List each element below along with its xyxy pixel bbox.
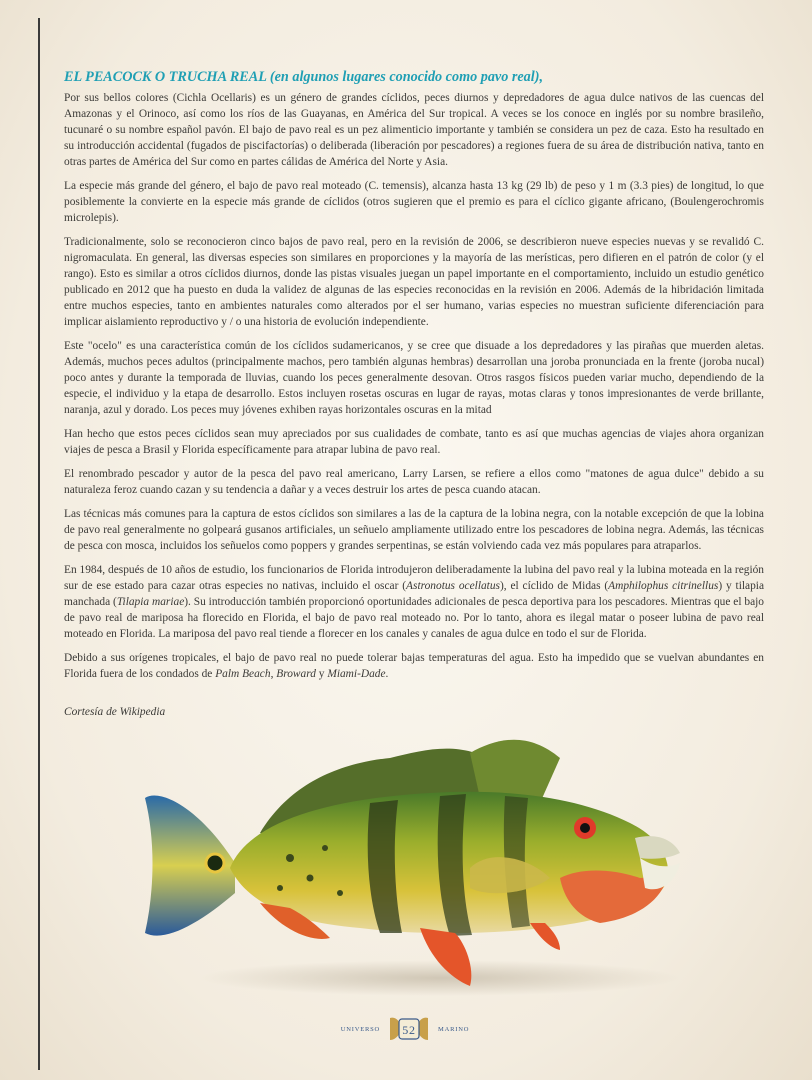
text-run: En 1984, después de 10 años de estudio, los funcionarios de Florida introdujeron deliberadamente la lubina del pavo real y la lubina moteada en la región sur de ese estado para cazar otras especies no nativas, incluido el oscar ( xyxy=(64,564,764,592)
paragraph: Las técnicas más comunes para la captura de estos cíclidos son similares a las de la captura de la lobina negra, con la notable excepción de que la lobina de pavo real generalmente no golpeará gusanos artificiales, un señuelo ampliamente utilizado entre los pescadores de lobina negra. Además, las técnicas de pesca con mosca, incluidos los señuelos como poppers y grandes serpentinas, se están volviendo cada vez más populares para atraparlos. xyxy=(64,508,764,552)
paragraph: Este "ocelo" es una característica común de los cíclidos sudamericanos, y se cree que disuade a los depredadores y las pirañas que muerden aletas. Además, muchos peces adultos (principalmente machos, pero también algunas hembras) desarrollan una joroba pronunciada en la frente (joroba nucal) poco antes y durante la temporada de lluvias, cuando los peces generalmente desovan. Otros rasgos físicos pueden variar mucho, dependiendo de la especie, el individuo y la etapa de desarrollo. Estos incluyen rosetas oscuras en lugar de rayas, motas claras y tonos impresionantes de verde brillante, naranja, azul y dorado. Los peces muy jóvenes exhiben rayas horizontales oscuras en la mitad xyxy=(64,340,764,416)
heading-title: EL PEACOCK O TRUCHA REAL xyxy=(64,69,267,85)
species-name: Astronotus ocellatus xyxy=(406,580,500,592)
text-run: Debido a sus orígenes tropicales, el bajo de pavo real no puede tolerar bajas temperaturas del agua. Esto ha impedido que se vuelvan abundantes en Florida fuera de los condados de xyxy=(64,652,764,680)
footer-brand-right: MARINO xyxy=(438,1025,470,1033)
text-run: ) y tilapia manchada ( xyxy=(64,580,764,608)
paragraph: La especie más grande del género, el bajo de pavo real moteado (C. temensis), alcanza hasta 13 kg (29 lb) de peso y 1 m (3.3 pies) de longitud, lo que posiblemente la convierte en la especie más grande de cíclidos (otros sugieren que el premio es para el cíclico gigante africano, (Boulengerochromis microlepis). xyxy=(64,180,764,224)
page-footer xyxy=(330,1014,480,1044)
paragraph: Tradicionalmente, solo se reconocieron cinco bajos de pavo real, pero en la revisión de 2006, se describieron nueve especies nuevas y se revalidó C. nigromaculata. En general, las diversas especies son similares en proporciones y la mayoría de las merísticas, pero difieren en el patrón de color (y el rango). Esto es similar a otros cíclidos diurnos, donde las pistas visuales juegan un papel importante en el comportamiento, incluido un estudio genético publicado en 2012 que ha puesto en duda la validez de algunas de las especies reconocidas en la revisión en 2006. Además de la hibridación limitada entre muchos especies, tanto en ambientes naturales como alterados por el ser humano, varias especies no muestran suficiente diferenciación para implicar aislamiento reproductivo y / o una historia de evolución independiente. xyxy=(64,236,764,328)
species-name: Tilapia mariae xyxy=(116,596,185,608)
paragraph: El renombrado pescador y autor de la pesca del pavo real americano, Larry Larsen, se refiere a ellos como "matones de agua dulce" debido a su naturaleza feroz cuando cazan y su tendencia a dañar y a veces destruir los artes de pesca cuando atacan. xyxy=(64,468,764,496)
paragraph: Por sus bellos colores (Cichla Ocellaris) es un género de grandes cíclidos, peces diurnos y depredadores de agua dulce nativos de las cuencas del Amazonas y el Orinoco, así como los ríos de las Guayanas, en América del Sur tropical. A veces se los conoce en inglés por su nombre brasileño, tucunaré o su nombre español pavón. El bajo de pavo real es un pez alimenticio importante y también se considera un pez de caza. Esto ha resultado en su introducción accidental (fugados de piscifactorías) o deliberada (liberación por pescadores) a regiones fuera de su área de distribución nativa, tanto en otras partes de América del Sur como en partes cálidas de América del Norte y Asia. xyxy=(64,92,764,168)
text-run: . xyxy=(385,668,389,680)
text-run: , xyxy=(270,668,277,680)
heading-subtitle: (en algunos lugares conocido como pavo real), xyxy=(269,69,543,85)
paragraph: Han hecho que estos peces cíclidos sean muy apreciados por sus cualidades de combate, tanto es así que muchas agencias de viajes ahora organizan viajes de pesca a Brasil y Florida específicamente para atrapar lubina de pavo real. xyxy=(64,428,764,456)
species-name: Amphilophus citrinellus xyxy=(608,580,719,592)
text-run: ), el cíclido de Midas ( xyxy=(499,580,609,592)
fish-illustration xyxy=(140,728,680,1008)
source-credit: Cortesía de Wikipedia xyxy=(64,706,166,718)
county-name: Broward xyxy=(276,668,316,680)
article-heading xyxy=(64,68,764,86)
footer-brand-left: UNIVERSO xyxy=(340,1025,381,1033)
article-body xyxy=(64,90,764,690)
left-border-rule xyxy=(38,18,40,1070)
county-name: Miami-Dade xyxy=(327,668,386,680)
page-number: 52 xyxy=(402,1023,416,1037)
text-run: ). Su introducción también proporcionó oportunidades adicionales de pesca deportiva para los pescadores. Mientras que el bajo de pavo real de mariposa ha florecido en Florida, el bajo de pavo real moteado no. Por lo tanto, ahora es ilegal matar o poseer lubina de pavo real moteado en Florida. La mariposa del pavo real tiende a florecer en los canales y canales de agua dulce en todo el sur de Florida. xyxy=(64,596,764,640)
magazine-emblem xyxy=(386,1014,432,1044)
text-run: y xyxy=(315,668,328,680)
paragraph xyxy=(64,562,764,642)
county-name: Palm Beach xyxy=(215,668,271,680)
paragraph xyxy=(64,650,764,682)
